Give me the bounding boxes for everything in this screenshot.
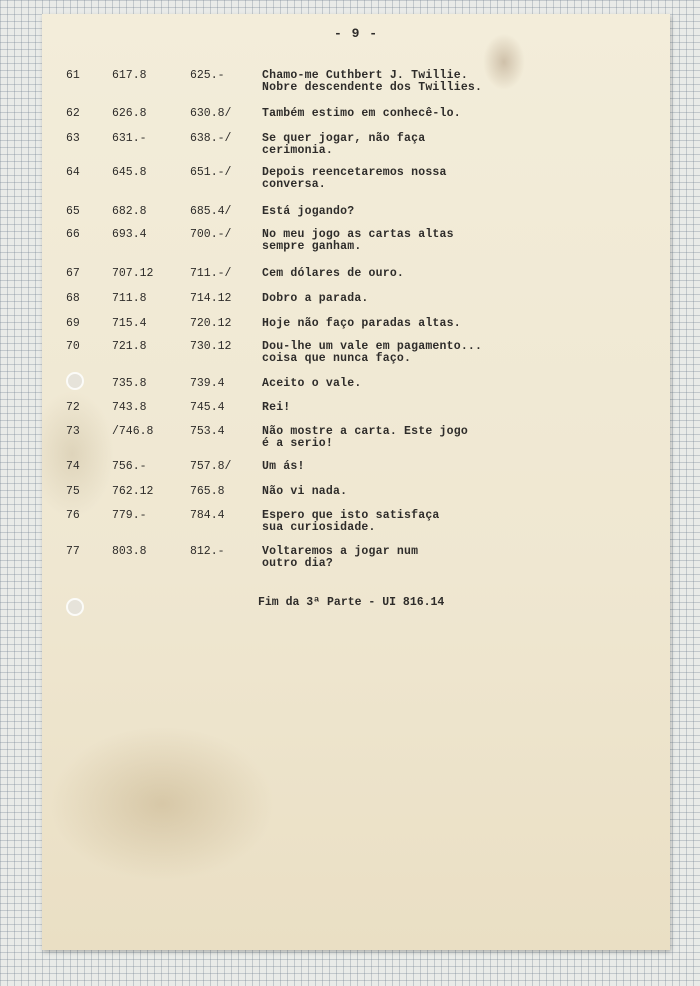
time-out: 812.- <box>190 545 225 558</box>
subtitle-text: Dou-lhe um vale em pagamento... coisa que nunca faço. <box>262 340 483 365</box>
footer-note: Fim da 3ª Parte - UI 816.14 <box>258 596 445 609</box>
time-in: 735.8 <box>112 377 147 390</box>
time-in: 803.8 <box>112 545 147 558</box>
subtitle-text: Está jogando? <box>262 205 355 218</box>
time-in: /746.8 <box>112 425 154 438</box>
subtitle-text: No meu jogo as cartas altas sempre ganham. <box>262 228 454 253</box>
row-number: 62 <box>66 107 80 120</box>
time-out: 730.12 <box>190 340 232 353</box>
row-number: 61 <box>66 69 80 82</box>
time-out: 714.12 <box>190 292 232 305</box>
time-in: 721.8 <box>112 340 147 353</box>
row-number: 74 <box>66 460 80 473</box>
time-in: 756.- <box>112 460 147 473</box>
subtitle-text: Também estimo em conhecê-lo. <box>262 107 461 120</box>
row-number: 65 <box>66 205 80 218</box>
row-number: 67 <box>66 267 80 280</box>
time-out: 630.8/ <box>190 107 232 120</box>
time-out: 757.8/ <box>190 460 232 473</box>
time-out: 638.-/ <box>190 132 232 145</box>
subtitle-text: Espero que isto satisfaça sua curiosidade. <box>262 509 440 534</box>
subtitle-text: Não vi nada. <box>262 485 348 498</box>
row-number: 75 <box>66 485 80 498</box>
time-out: 625.- <box>190 69 225 82</box>
time-in: 631.- <box>112 132 147 145</box>
subtitle-text: Voltaremos a jogar num outro dia? <box>262 545 419 570</box>
row-number: 73 <box>66 425 80 438</box>
row-number: 68 <box>66 292 80 305</box>
time-out: 711.-/ <box>190 267 232 280</box>
time-out: 784.4 <box>190 509 225 522</box>
time-in: 626.8 <box>112 107 147 120</box>
time-in: 762.12 <box>112 485 154 498</box>
page-number: - 9 - <box>333 26 378 41</box>
row-number: 66 <box>66 228 80 241</box>
time-in: 693.4 <box>112 228 147 241</box>
subtitle-text: Cem dólares de ouro. <box>262 267 405 280</box>
row-number: 76 <box>66 509 80 522</box>
time-out: 720.12 <box>190 317 232 330</box>
time-out: 753.4 <box>190 425 225 438</box>
subtitle-text: Se quer jogar, não faça cerimonia. <box>262 132 426 157</box>
subtitle-text: Dobro a parada. <box>262 292 369 305</box>
punch-hole <box>66 598 84 616</box>
subtitle-text: Não mostre a carta. Este jogo é a serio! <box>262 425 468 450</box>
time-out: 765.8 <box>190 485 225 498</box>
time-out: 745.4 <box>190 401 225 414</box>
time-in: 617.8 <box>112 69 147 82</box>
time-in: 645.8 <box>112 166 147 179</box>
subtitle-text: Um ás! <box>262 460 305 473</box>
time-in: 682.8 <box>112 205 147 218</box>
row-number: 72 <box>66 401 80 414</box>
typed-page <box>42 14 670 950</box>
time-out: 700.-/ <box>190 228 232 241</box>
subtitle-text: Depois reencetaremos nossa conversa. <box>262 166 447 191</box>
row-number: 70 <box>66 340 80 353</box>
subtitle-text: Hoje não faço paradas altas. <box>262 317 461 330</box>
subtitle-text: Rei! <box>262 401 291 414</box>
time-out: 651.-/ <box>190 166 232 179</box>
row-number: 77 <box>66 545 80 558</box>
time-in: 707.12 <box>112 267 154 280</box>
subtitle-text: Chamo-me Cuthbert J. Twillie. Nobre descendente dos Twillies. <box>262 69 483 94</box>
row-number: 63 <box>66 132 80 145</box>
time-in: 779.- <box>112 509 147 522</box>
time-out: 685.4/ <box>190 205 232 218</box>
punch-hole <box>66 372 84 390</box>
time-in: 743.8 <box>112 401 147 414</box>
time-out: 739.4 <box>190 377 225 390</box>
row-number: 64 <box>66 166 80 179</box>
subtitle-text: Aceito o vale. <box>262 377 362 390</box>
time-in: 711.8 <box>112 292 147 305</box>
time-in: 715.4 <box>112 317 147 330</box>
row-number: 69 <box>66 317 80 330</box>
